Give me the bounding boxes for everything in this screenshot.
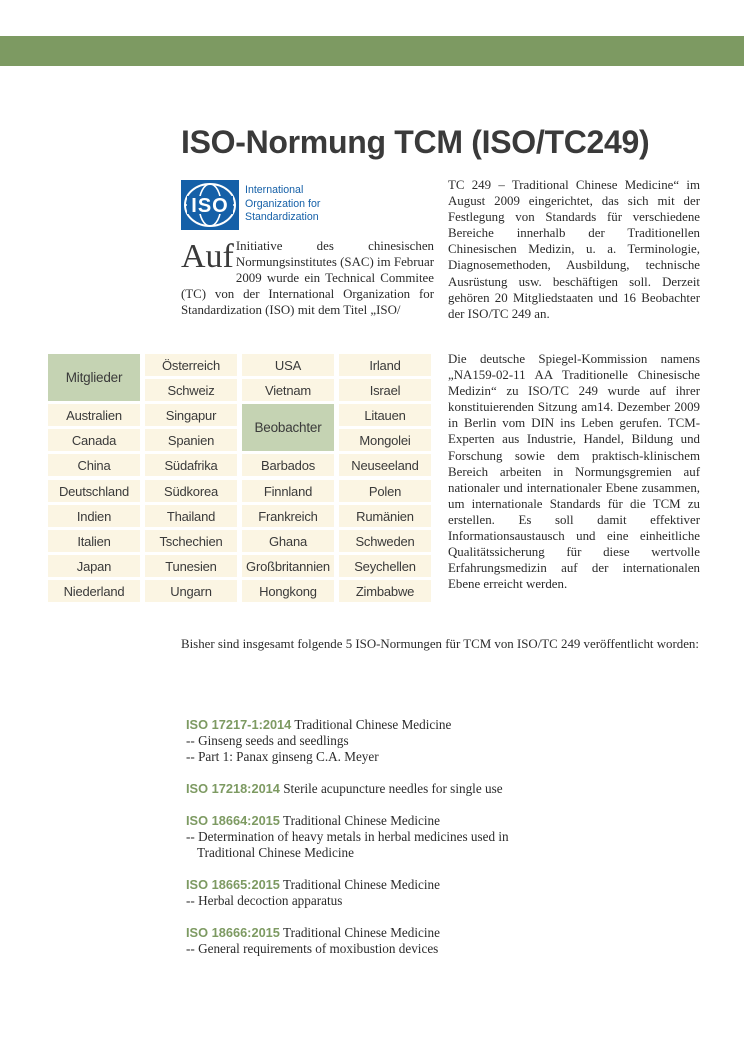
norm-title: Traditional Chinese Medicine: [282, 877, 440, 892]
norm-item: [186, 717, 706, 765]
iso-logo-text: [245, 184, 345, 225]
table-cell: Indien: [48, 505, 140, 527]
norm-id: ISO 18665:2015: [186, 877, 280, 892]
norm-detail-line: -- Part 1: Panax ginseng C.A. Meyer: [186, 749, 379, 764]
norm-item: [186, 877, 706, 909]
norm-title: Traditional Chinese Medicine: [282, 925, 440, 940]
table-cell: Tschechien: [145, 530, 237, 552]
table-cell: Schweden: [339, 530, 431, 552]
iso-logo-line1: International: [245, 184, 304, 196]
intro-text: Initiative des chinesischen Normungsinstitutes (SAC) im Februar 2009 wurde ein Technical Commitee (TC) von der International Organization for Standardization (ISO) mit dem Titel „ISO/: [181, 239, 434, 318]
right-paragraph-1: TC 249 – Traditional Chinese Medicine“ im August 2009 eingerichtet, das sich mit der Festlegung von Standards für verschiedene Bereiche innerhalb der Traditionellen Chinesischen Medizin, u. a. Terminologie, Diagnosemethoden, Ausbildung, technische Ausrüstung usw. beschäftigen soll. Derzeit gehören 20 Mitgliedstaaten und 16 Beobachter der ISO/TC 249 an.: [448, 178, 700, 321]
norm-heading: [186, 925, 706, 941]
table-cell: Thailand: [145, 505, 237, 527]
table-cell: Niederland: [48, 580, 140, 602]
iso-mark-text: ISO: [191, 195, 229, 217]
table-cell: Seychellen: [339, 555, 431, 577]
table-cell: Hongkong: [242, 580, 334, 602]
norm-heading: [186, 717, 706, 733]
page-title: ISO-Normung TCM (ISO/TC249): [181, 124, 650, 160]
norm-title: Sterile acupuncture needles for single use: [283, 781, 503, 796]
observers-header: Beobachter: [242, 404, 334, 451]
norm-title: Traditional Chinese Medicine: [294, 717, 452, 732]
iso-logo-line2: Organization for: [245, 197, 321, 210]
norm-detail-line: -- Ginseng seeds and seedlings: [186, 733, 349, 748]
norm-item: [186, 813, 706, 861]
table-cell: Ungarn: [145, 580, 237, 602]
norm-list: [186, 717, 706, 973]
dropcap: Auf: [181, 238, 234, 275]
table-cell: Frankreich: [242, 505, 334, 527]
table-cell: Österreich: [145, 354, 237, 376]
table-cell: Polen: [339, 480, 431, 502]
top-color-bar: [0, 36, 744, 66]
norm-detail-line: -- General requirements of moxibustion devices: [186, 941, 439, 956]
table-cell: Südkorea: [145, 480, 237, 502]
table-cell: Rumänien: [339, 505, 431, 527]
iso-logo-line3: Standardization: [245, 211, 319, 223]
norm-detail-line: -- Determination of heavy metals in herbal medicines used in: [186, 829, 509, 844]
table-cell: Südafrika: [145, 454, 237, 476]
table-cell: Zimbabwe: [339, 580, 431, 602]
norm-item: [186, 925, 706, 957]
right-paragraph-2: Die deutsche Spiegel-Kommission namens „NA159-02-11 AA Traditionelle Chinesische Medizin“ zu ISO/TC 249 wurde auf ihrer konstituierenden Sitzung am14. Dezember 2009 in Berlin vom DIN ins Leben gerufen. TCM-Experten aus Industrie, Handel, Bildung und Forschung sowie dem praktisch-klinischem Bereich arbeiten in Normungsgremien auf nationaler und internationaler Ebene zusammen, um internationale Standards für die TCM zu erstellen. Es soll damit effektiver Informationsaustausch und eine einheitliche Qualitätssicherung für diese wertvolle Erfahrungsmedizin auf der internationalen Ebene erreicht werden.: [448, 352, 700, 592]
intro-paragraph: [181, 238, 434, 318]
norm-heading: [186, 781, 706, 797]
table-cell: Barbados: [242, 454, 334, 476]
iso-logo: [181, 180, 341, 230]
norm-heading: [186, 813, 706, 829]
norm-detail-line: -- Herbal decoction apparatus: [186, 893, 343, 908]
norm-title: Traditional Chinese Medicine: [282, 813, 440, 828]
table-cell: Canada: [48, 429, 140, 451]
iso-globe-icon: [181, 180, 239, 230]
table-cell: Japan: [48, 555, 140, 577]
norm-id: ISO 17217-1:2014: [186, 717, 292, 732]
norm-heading: [186, 877, 706, 893]
table-cell: Israel: [339, 379, 431, 401]
table-cell: USA: [242, 354, 334, 376]
members-header: Mitglieder: [48, 354, 140, 401]
summary-paragraph: Bisher sind insgesamt folgende 5 ISO-Normungen für TCM von ISO/TC 249 veröffentlicht worden:: [181, 637, 699, 651]
table-cell: Australien: [48, 404, 140, 426]
table-cell: Deutschland: [48, 480, 140, 502]
table-cell: Italien: [48, 530, 140, 552]
table-cell: Irland: [339, 354, 431, 376]
norm-id: ISO 17218:2014: [186, 781, 280, 796]
table-cell: Mongolei: [339, 429, 431, 451]
table-cell: Großbritannien: [242, 555, 334, 577]
norm-id: ISO 18666:2015: [186, 925, 280, 940]
norm-item: [186, 781, 706, 797]
norm-id: ISO 18664:2015: [186, 813, 280, 828]
table-cell: Tunesien: [145, 555, 237, 577]
table-cell: Neuseeland: [339, 454, 431, 476]
table-cell: Singapur: [145, 404, 237, 426]
table-cell: Vietnam: [242, 379, 334, 401]
norm-detail-line: Traditional Chinese Medicine: [197, 845, 355, 860]
table-cell: Ghana: [242, 530, 334, 552]
table-cell: Spanien: [145, 429, 237, 451]
table-cell: Finnland: [242, 480, 334, 502]
table-cell: Litauen: [339, 404, 431, 426]
table-cell: China: [48, 454, 140, 476]
table-cell: Schweiz: [145, 379, 237, 401]
